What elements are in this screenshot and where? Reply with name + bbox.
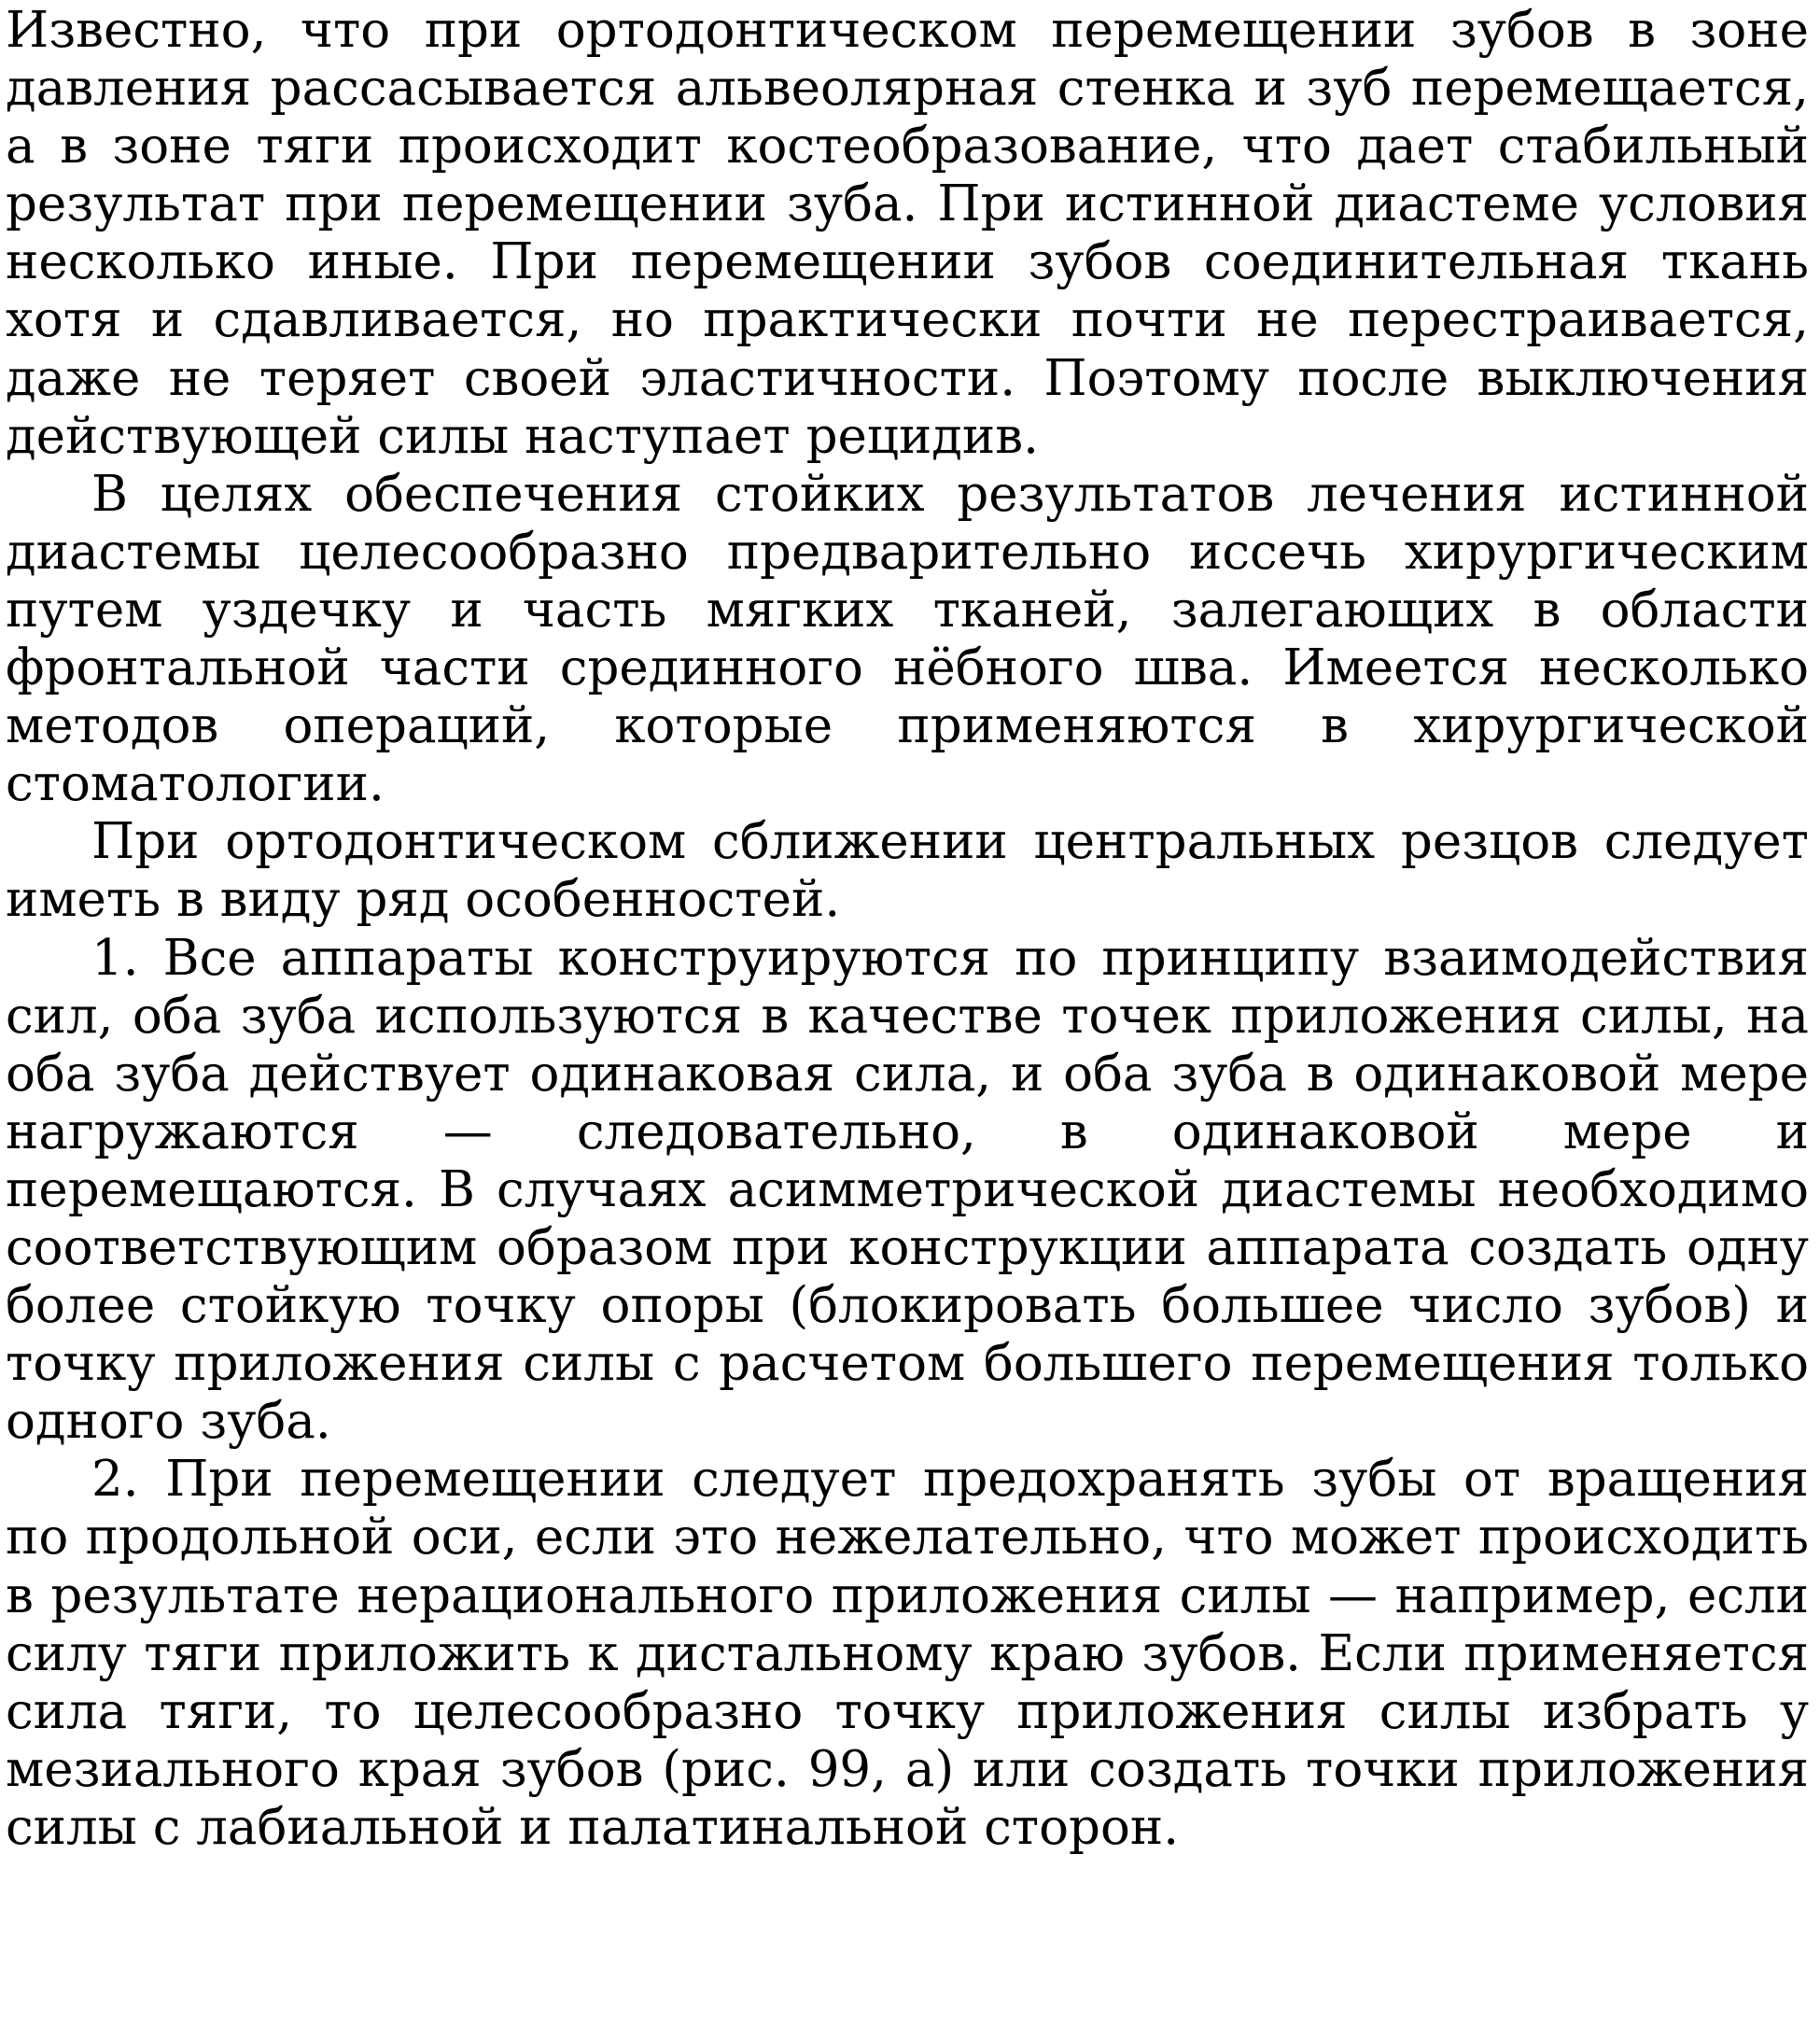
paragraph-true-diastema-relapse: Известно, что при ортодонтическом перемещении зубов в зоне давления рассасывается альвеолярная стенка и зуб перемещается, а в зоне тяги происходит костеобразование, что дает стабильный результат при перемещении зуба. При истинной диастеме условия несколько иные. При перемещении зубов соединительная ткань хотя и сдавливается, но практически почти не перестраивается, даже не теряет своей эластичности. Поэтому после выключения действующей силы наступает рецидив. <box>6 2 1809 465</box>
paragraph-closing-incisors-intro: При ортодонтическом сближении центральных резцов следует иметь в виду ряд особенностей. <box>6 813 1809 929</box>
paragraph-point-2: 2. При перемещении следует предохранять зубы от вращения по продольной оси, если это нежелательно, что может происходить в результате нерационального приложения силы — например, если силу тяги приложить к дистальному краю зубов. Если применяется сила тяги, то целесообразно точку приложения силы избрать у мезиального края зубов (рис. 99, а) или создать точки приложения силы с лабиальной и палатинальной сторон. <box>6 1451 1809 1856</box>
paragraph-point-1: 1. Все аппараты конструируются по принципу взаимодействия сил, оба зуба используются в качестве точек приложения силы, на оба зуба действует одинаковая сила, и оба зуба в одинаковой мере нагружаются — следовательно, в одинаковой мере и перемещаются. В случаях асимметрической диастемы необходимо соответствующим образом при конструкции аппарата создать одну более стойкую точку опоры (блокировать большее число зубов) и точку приложения силы с расчетом большего перемещения только одного зуба. <box>6 929 1809 1451</box>
paragraph-surgical-preparation: В целях обеспечения стойких результатов лечения истинной диастемы целесообразно предварительно иссечь хирургическим путем уздечку и часть мягких тканей, залегающих в области фронтальной части срединного нёбного шва. Имеется несколько методов операций, которые применяются в хирургической стоматологии. <box>6 465 1809 813</box>
